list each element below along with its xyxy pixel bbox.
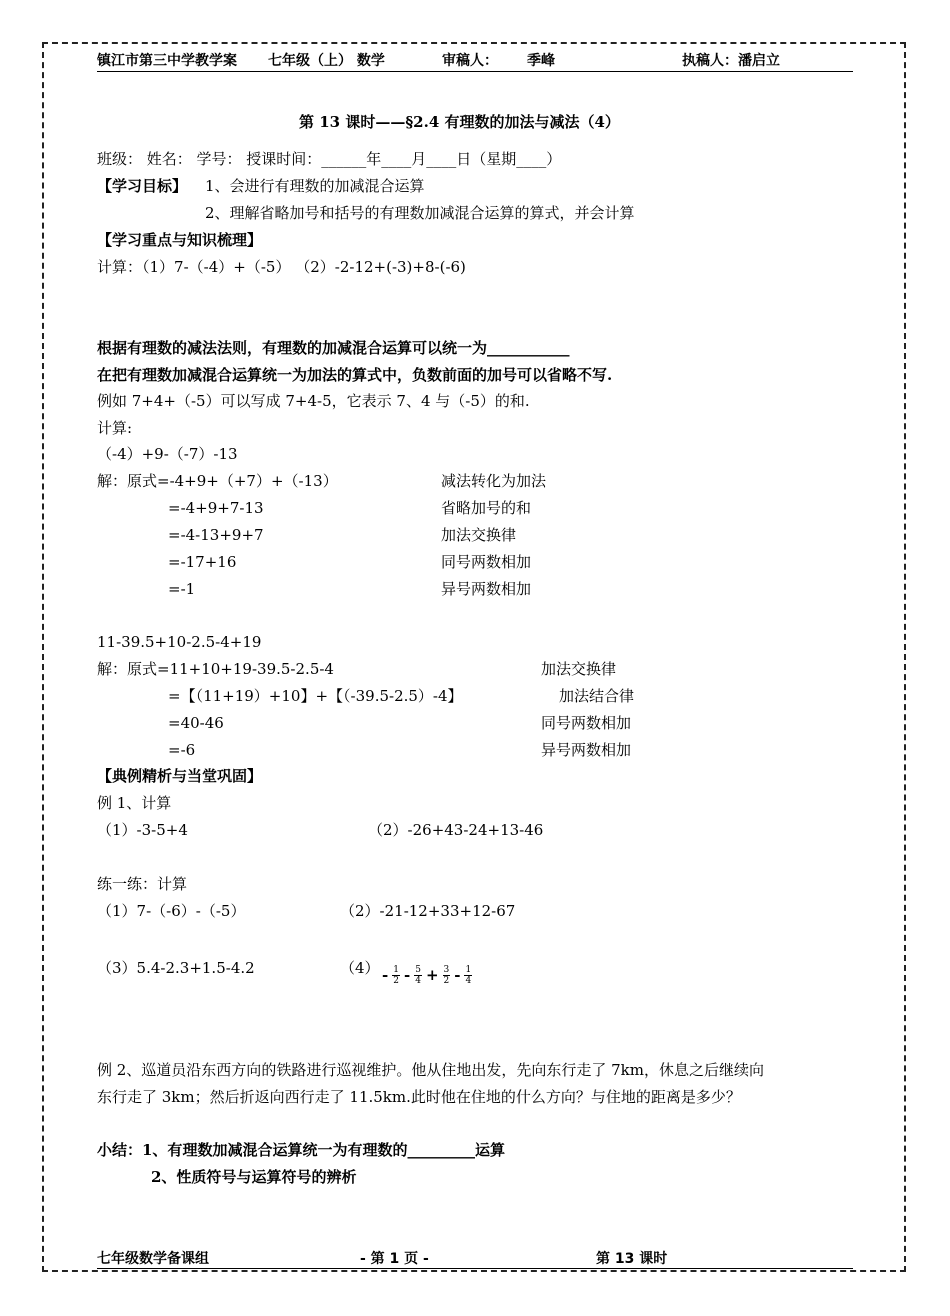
ex-a-note: 省略加号的和 <box>441 499 532 517</box>
fraction-denominator: 2 <box>443 975 450 986</box>
ex-a-step: =-4+9+7-13 <box>168 499 264 517</box>
calc-label: 计算: <box>97 419 133 437</box>
header-school: 镇江市第三中学教学案 <box>97 53 237 69</box>
practice-problem-4-label: （4） <box>340 959 380 977</box>
fraction-numerator: 3 <box>443 964 450 975</box>
ex2-line-2: 东行走了 3km；然后折返向西行走了 11.5km.此时他在住地的什么方向？与住地的距离是多少？ <box>97 1088 741 1106</box>
calc-line: 计算：（1）7-（-4）+（-5） （2）-2-12+(-3)+8-(-6) <box>97 258 466 276</box>
ex-a-step: =-4-13+9+7 <box>168 526 264 544</box>
ex-a-note: 同号两数相加 <box>441 553 532 571</box>
ex-a-note: 加法交换律 <box>441 526 517 544</box>
page-title: 第 13 课时——§2.4 有理数的加法与减法（4） <box>299 113 620 131</box>
ex-b-note: 异号两数相加 <box>541 741 632 759</box>
ex-b-note: 同号两数相加 <box>541 714 632 732</box>
header-author: 执稿人：潘启立 <box>682 53 780 69</box>
ex-b-step: 解：原式=11+10+19-39.5-2.5-4 <box>97 660 334 678</box>
ex1-problem-2: （2）-26+43-24+13-46 <box>368 821 544 839</box>
fraction-expression <box>380 962 474 987</box>
ex1-label: 例 1、计算 <box>97 794 172 812</box>
ex-b-problem: 11-39.5+10-2.5-4+19 <box>97 633 262 651</box>
ex-b-note: 加法结合律 <box>559 687 635 705</box>
objective-item-1: 1、会进行有理数的加减混合运算 <box>205 177 425 195</box>
operator: - <box>403 966 411 984</box>
summary-2: 2、性质符号与运算符号的辨析 <box>151 1168 357 1186</box>
header-reviewer-name: 季峰 <box>527 53 555 69</box>
ex-b-step: =【（11+19）+10】+【（-39.5-2.5）-4】 <box>168 687 463 705</box>
ex2-line-1: 例 2、巡道员沿东西方向的铁路进行巡视维护。他从住地出发，先向东行走了 7km，休息之后继续向 <box>97 1061 764 1079</box>
rule-2: 在把有理数加减混合运算统一为加法的算式中，负数前面的加号可以省略不写. <box>97 366 613 384</box>
fraction <box>414 965 422 986</box>
ex-a-problem: （-4）+9-（-7）-13 <box>97 445 238 463</box>
header-rule <box>97 71 853 72</box>
fraction-numerator: 5 <box>415 964 421 975</box>
operator: - <box>454 966 461 984</box>
footer-right: 第 13 课时 <box>596 1251 668 1267</box>
ex-b-note: 加法交换律 <box>541 660 617 678</box>
practice-problem-2: （2）-21-12+33+12-67 <box>340 902 516 920</box>
examples-label: 【典例精析与当堂巩固】 <box>97 767 263 785</box>
ex-a-step: =-17+16 <box>168 553 237 571</box>
practice-label: 练一练：计算 <box>97 875 188 893</box>
practice-problem-3: （3）5.4-2.3+1.5-4.2 <box>97 959 255 977</box>
info-line: 班级： 姓名： 学号： 授课时间：______年____月____日（星期____） <box>97 150 562 168</box>
summary-1: 小结：1、有理数加减混合运算统一为有理数的_________运算 <box>97 1141 505 1159</box>
ex-b-step: =-6 <box>168 741 196 759</box>
ex1-problem-1: （1）-3-5+4 <box>97 821 188 839</box>
objective-item-2: 2、理解省略加号和括号的有理数加减混合运算的算式，并会计算 <box>205 204 635 222</box>
operator: - <box>382 966 389 984</box>
key-points-label: 【学习重点与知识梳理】 <box>97 231 263 249</box>
footer-page-number: - 第 1 页 - <box>360 1251 429 1267</box>
fraction <box>464 965 472 986</box>
fraction-denominator: 4 <box>415 975 421 986</box>
header-grade-subject: 七年级（上） 数学 <box>268 53 385 69</box>
ex-a-note: 减法转化为加法 <box>441 472 547 490</box>
fraction-numerator: 1 <box>393 964 399 975</box>
practice-problem-1: （1）7-（-6）-（-5） <box>97 902 246 920</box>
fraction <box>443 965 451 986</box>
fraction-denominator: 4 <box>465 975 472 986</box>
footer-left: 七年级数学备课组 <box>97 1251 209 1267</box>
ex-a-step: =-1 <box>168 580 196 598</box>
operator: + <box>425 966 439 984</box>
example-text: 例如 7+4+（-5）可以写成 7+4-5，它表示 7、4 与（-5）的和. <box>97 392 530 410</box>
ex-a-step: 解：原式=-4+9+（+7）+（-13） <box>97 472 338 490</box>
fraction-numerator: 1 <box>465 964 472 975</box>
ex-b-step: =40-46 <box>168 714 224 732</box>
fraction-denominator: 2 <box>393 975 399 986</box>
header-reviewer-label: 审稿人： <box>442 53 498 69</box>
objectives-label: 【学习目标】 <box>97 177 188 195</box>
rule-1: 根据有理数的减法法则，有理数的加减混合运算可以统一为___________ <box>97 339 570 357</box>
fraction <box>392 965 400 986</box>
ex-a-note: 异号两数相加 <box>441 580 532 598</box>
footer-rule <box>97 1268 853 1269</box>
